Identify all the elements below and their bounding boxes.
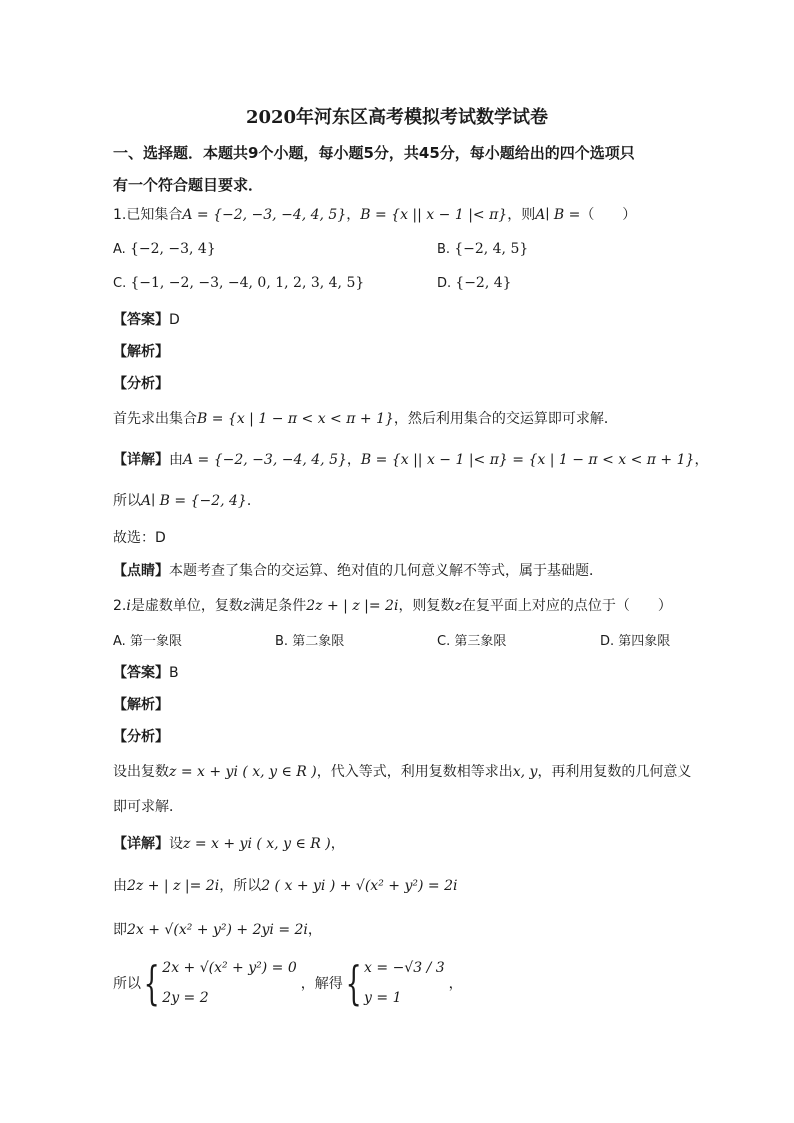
answer-label: 【答案】 xyxy=(113,665,169,681)
answer-label: 【答案】 xyxy=(113,312,169,328)
q1-stem-end: （ ） xyxy=(580,207,637,223)
so-prefix: 所以 xyxy=(113,493,141,509)
comment-label: 【点睛】 xyxy=(113,563,169,579)
left-brace-icon: { xyxy=(143,956,160,1010)
q2-fenxi-label: 【分析】 xyxy=(113,729,169,745)
q1-sep: ， xyxy=(346,207,361,223)
q2-option-c[interactable] xyxy=(437,632,506,652)
ji-prefix: 即 xyxy=(113,922,127,938)
q1-stem-mid: ，则 xyxy=(507,207,536,223)
page-title: 2020年河东区高考模拟考试数学试卷 xyxy=(245,107,549,128)
answer-value: D xyxy=(169,312,180,328)
q1-expr: A∣ B = xyxy=(535,207,581,223)
q1-set-b: B = {x || x − 1 |< π} xyxy=(360,207,508,223)
q1-set-a: A = {−2, −3, −4, 4, 5} xyxy=(182,207,347,223)
q2-i: i xyxy=(126,598,131,614)
q1-conclusion xyxy=(113,491,261,511)
q2-fenxi-text xyxy=(113,762,691,782)
q1-fenxi-text xyxy=(113,409,618,429)
q1-comment xyxy=(113,561,603,581)
detail-label: 【详解】 xyxy=(113,836,169,852)
q1-stem xyxy=(113,205,636,225)
detail-math: z = x + yi ( x, y ∈ R ) xyxy=(183,836,331,852)
section-heading-line2: 有一个符合题目要求． xyxy=(113,176,264,194)
detail-math1: A = {−2, −3, −4, 4, 5} xyxy=(183,452,347,468)
option-value: {−1, −2, −3, −4, 0, 1, 2, 3, 4, 5} xyxy=(130,275,365,291)
option-letter: D. xyxy=(437,276,452,291)
q2-stem-c: ，则复数 xyxy=(398,598,455,614)
equation-system xyxy=(162,960,296,1006)
option-value: 第二象限 xyxy=(292,634,345,649)
option-value: 第三象限 xyxy=(454,634,507,649)
q2-ji-line xyxy=(113,920,322,940)
answer-value: B xyxy=(169,665,179,681)
fenxi-math: z = x + yi ( x, y ∈ R ) xyxy=(169,764,317,780)
q2-analysis-label: 【解析】 xyxy=(113,697,169,713)
option-letter: C. xyxy=(437,634,451,649)
q1-option-a[interactable] xyxy=(113,239,216,260)
q2-stem-d: 在复平面上对应的点位于（ ） xyxy=(461,598,672,614)
ji-math: 2x + √(x² + y²) + 2yi = 2i xyxy=(127,922,308,938)
q2-stem xyxy=(113,596,672,616)
detail-math2: B = {x || x − 1 |< π} = {x | 1 − π < x < π + 1} xyxy=(360,452,695,468)
q1-detail xyxy=(113,450,708,470)
detail-suffix: ， xyxy=(694,452,709,468)
q2-z: z xyxy=(242,598,251,614)
fenxi-mid: ，代入等式，利用复数相等求出 xyxy=(316,764,513,780)
detail-sep: ， xyxy=(346,452,361,468)
q1-analysis-label: 【解析】 xyxy=(113,344,169,360)
system-row-2: 2y = 2 xyxy=(162,990,209,1006)
q1-fenxi-label: 【分析】 xyxy=(113,376,169,392)
q2-answer xyxy=(113,663,179,683)
q2-detail xyxy=(113,834,345,854)
q2-option-d[interactable] xyxy=(600,632,670,652)
fenxi-suffix: ，再利用复数的几何意义 xyxy=(537,764,692,780)
q1-option-d[interactable] xyxy=(437,273,512,294)
from-math2: 2 ( x + yi ) + √(x² + y²) = 2i xyxy=(261,878,458,894)
option-value: {−2, 4, 5} xyxy=(454,241,529,257)
q2-option-a[interactable] xyxy=(113,632,182,652)
left-brace-icon: { xyxy=(345,956,362,1010)
fenxi-prefix: 首先求出集合 xyxy=(113,411,197,427)
q2-eq: 2z + | z |= 2i xyxy=(306,598,399,614)
q2-fenxi-line2: 即可求解． xyxy=(113,799,183,815)
detail-prefix: 由 xyxy=(169,452,183,468)
q1-option-b[interactable] xyxy=(437,239,528,260)
so-math: A∣ B = {−2, 4} xyxy=(141,493,247,509)
fenxi-prefix: 设出复数 xyxy=(113,764,169,780)
option-letter: B. xyxy=(275,634,289,649)
q1-option-c[interactable] xyxy=(113,273,364,294)
option-value: 第四象限 xyxy=(618,634,671,649)
option-value: 第一象限 xyxy=(129,634,182,649)
section-heading-line1: 一、选择题．本题共9个小题，每小题5分，共45分，每小题给出的四个选项只 xyxy=(113,144,635,162)
q2-z2: z xyxy=(454,598,462,614)
detail-suffix: ， xyxy=(330,836,345,852)
q1-choose: 故选：D xyxy=(113,530,166,546)
option-letter: A. xyxy=(113,242,126,257)
q2-stem-b: 满足条件 xyxy=(250,598,307,614)
fenxi-suffix: ，然后利用集合的交运算即可求解． xyxy=(393,411,618,427)
sys-mid: ，解得 xyxy=(300,976,343,992)
q2-option-b[interactable] xyxy=(275,632,344,652)
solution-row-1: x = −√3 / 3 xyxy=(364,960,445,976)
from-math1: 2z + | z |= 2i xyxy=(127,878,220,894)
q2-stem-prefix: 2. xyxy=(113,598,127,614)
option-letter: B. xyxy=(437,242,451,257)
sys-prefix: 所以 xyxy=(113,976,141,992)
system-row-1: 2x + √(x² + y²) = 0 xyxy=(162,960,297,976)
ji-suffix: ， xyxy=(307,922,322,938)
solution-system xyxy=(364,960,445,1006)
option-value: {−2, −3, 4} xyxy=(129,241,216,257)
option-letter: D. xyxy=(600,634,615,649)
q1-answer xyxy=(113,310,180,330)
fenxi-xy: x, y xyxy=(512,764,538,780)
option-letter: C. xyxy=(113,276,127,291)
fenxi-math: B = {x | 1 − π < x < π + 1} xyxy=(197,411,394,427)
solution-row-2: y = 1 xyxy=(364,990,402,1006)
so-suffix: ． xyxy=(246,493,261,509)
option-letter: A. xyxy=(113,634,126,649)
q2-system-line xyxy=(113,956,463,1010)
option-value: {−2, 4} xyxy=(455,275,512,291)
from-mid: ，所以 xyxy=(219,878,262,894)
q2-from-line xyxy=(113,876,457,896)
from-prefix: 由 xyxy=(113,878,127,894)
detail-prefix: 设 xyxy=(169,836,183,852)
sys-suffix: ， xyxy=(448,976,463,992)
comment-text: 本题考查了集合的交运算、绝对值的几何意义解不等式，属于基础题． xyxy=(169,563,603,579)
q2-stem-a: 是虚数单位，复数 xyxy=(130,598,243,614)
detail-label: 【详解】 xyxy=(113,452,169,468)
q1-stem-prefix: 1.已知集合 xyxy=(113,207,183,223)
